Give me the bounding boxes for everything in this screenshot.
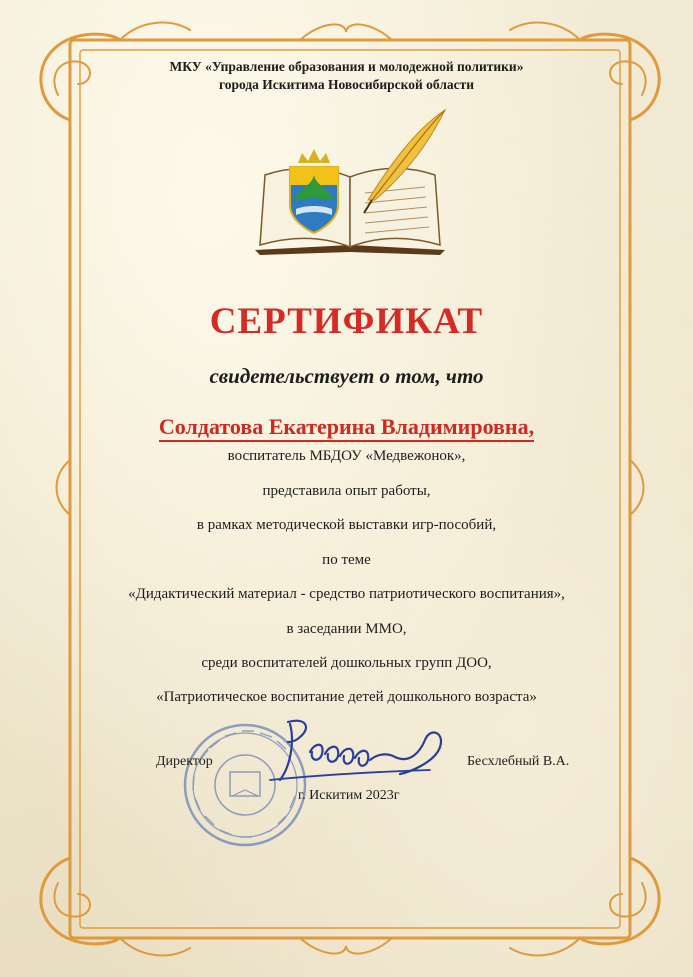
signatory-name: Бесхлебный В.А. — [467, 754, 570, 769]
body-line: воспитатель МБДОУ «Медвежонок», — [227, 448, 466, 464]
certificate-title: СЕРТИФИКАТ — [209, 301, 484, 342]
body-line: среди воспитателей дошкольных групп ДОО, — [201, 655, 492, 671]
body-line: «Патриотическое воспитание детей дошкольного возраста» — [156, 689, 537, 705]
organization-line-2: города Искитима Новосибирской области — [218, 77, 475, 92]
signatory-title: Директор — [156, 754, 213, 769]
body-line: представила опыт работы, — [262, 483, 431, 499]
body-line: в заседании ММО, — [286, 621, 407, 637]
organization-line-1: МКУ «Управление образования и молодежной политики» — [169, 59, 524, 74]
body-line: в рамках методической выставки игр-пособий, — [196, 517, 497, 533]
recipient-name — [0, 414, 693, 440]
certificate-subtitle: свидетельствует о том, что — [209, 364, 484, 388]
book-with-quill-and-city-coat-of-arms-icon — [250, 105, 450, 260]
body-line: по теме — [322, 552, 371, 568]
recipient-name-text: Солдатова Екатерина Владимировна, — [159, 414, 534, 442]
body-line: «Дидактический материал - средство патриотического воспитания», — [128, 586, 565, 602]
place-and-date: г. Искитим 2023г — [298, 788, 400, 803]
